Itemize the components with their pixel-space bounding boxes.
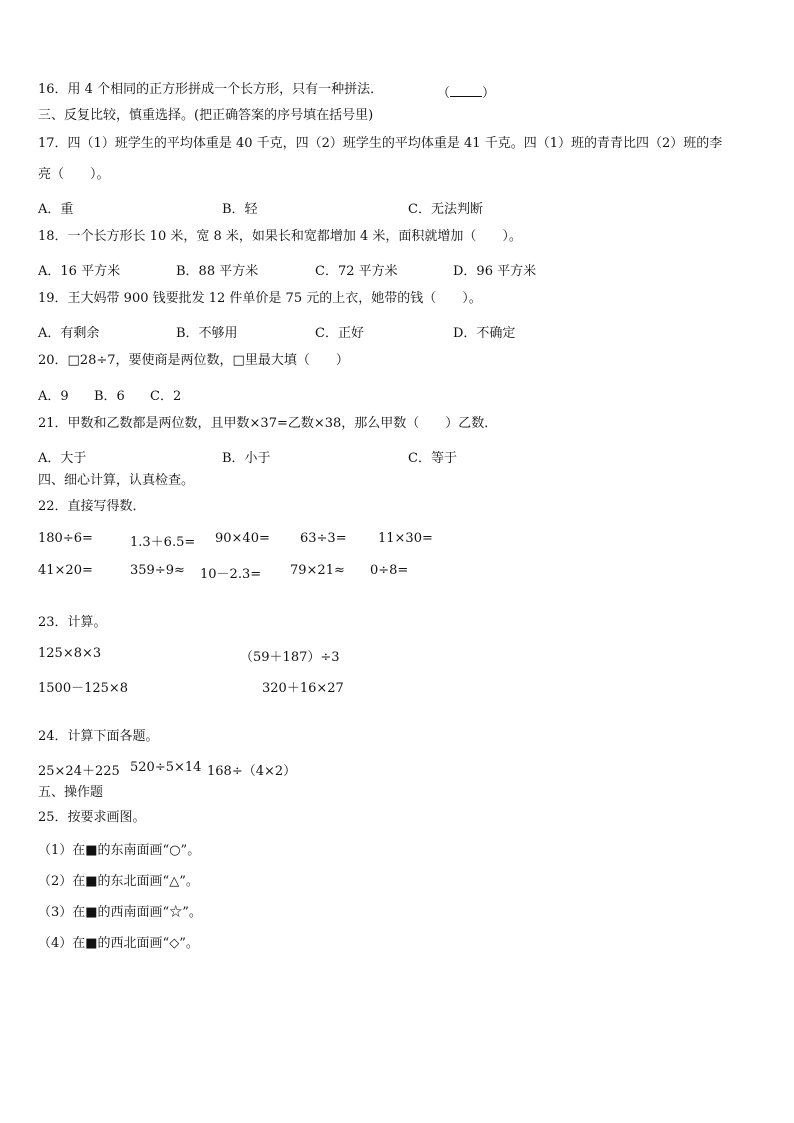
option-b[interactable]: B．不够用 [176, 326, 238, 341]
option-a[interactable]: A．大于 [38, 451, 87, 466]
option-b[interactable]: B．88 平方米 [176, 264, 259, 279]
question-18: 18．一个长方形长 10 米，宽 8 米，如果长和宽都增加 4 米，面积就增加（ ）。 [38, 229, 522, 244]
option-c[interactable]: C．72 平方米 [315, 264, 398, 279]
calc-item: （59＋187）÷3 [240, 650, 340, 665]
option-c[interactable]: C．无法判断 [408, 202, 483, 217]
question-22-title: 22．直接写得数． [38, 499, 146, 514]
calc-item: 520÷5×14 [130, 760, 202, 775]
calc-item: 90×40= [215, 531, 270, 546]
answer-bracket: （ ） [437, 86, 496, 101]
drawing-instruction: （4）在■的西北面画“◇”。 [38, 936, 199, 951]
drawing-instruction: （2）在■的东北面画“△”。 [38, 874, 199, 889]
calc-item: 320＋16×27 [262, 681, 344, 696]
question-25-title: 25．按要求画图。 [38, 810, 146, 825]
section-5-title: 五、操作题 [38, 785, 104, 800]
option-c[interactable]: C．等于 [408, 451, 457, 466]
question-19: 19．王大妈带 900 钱要批发 12 件单价是 75 元的上衣，她带的钱（ ）。 [38, 291, 482, 306]
option-d[interactable]: D．不确定 [453, 326, 516, 341]
option-a[interactable]: A．有剩余 [38, 326, 100, 341]
section-4-title: 四、细心计算，认真检查。 [38, 473, 195, 488]
question-17-line2: 亮（ ）。 [38, 167, 110, 182]
option-d[interactable]: D．96 平方米 [453, 264, 537, 279]
calc-item: 125×8×3 [38, 646, 102, 661]
option-c[interactable]: C．2 [150, 389, 182, 404]
option-c[interactable]: C．正好 [315, 326, 364, 341]
question-16 [38, 82, 383, 98]
calc-item: 1500－125×8 [38, 681, 129, 696]
drawing-instruction: （3）在■的西南面画“☆”。 [38, 905, 202, 920]
calc-item: 41×20= [38, 563, 93, 578]
question-17-line1: 17．四（1）班学生的平均体重是 40 千克，四（2）班学生的平均体重是 41 千克。四（1）班的青青比四（2）班的李 [38, 136, 723, 151]
calc-item: 25×24＋225 [38, 764, 120, 779]
question-20: 20．□28÷7，要使商是两位数，□里最大填（ ） [38, 353, 349, 368]
calc-item: 359÷9≈ [130, 563, 185, 578]
calc-item: 63÷3= [300, 531, 347, 546]
drawing-instruction: （1）在■的东南面画“○”。 [38, 843, 201, 858]
question-16-text: 16．用 4 个相同的正方形拼成一个长方形，只有一种拼法． [38, 82, 384, 97]
answer-blank[interactable] [450, 84, 482, 97]
calc-item: 79×21≈ [290, 563, 345, 578]
calc-item: 168÷（4×2） [207, 764, 297, 779]
calc-item: 180÷6= [38, 531, 93, 546]
option-a[interactable]: A．16 平方米 [38, 264, 121, 279]
question-21: 21．甲数和乙数都是两位数，且甲数×37=乙数×38，那么甲数（ ）乙数． [38, 416, 498, 431]
option-a[interactable]: A．重 [38, 202, 74, 217]
section-3-title: 三、反复比较，慎重选择。(把正确答案的序号填在括号里) [38, 108, 374, 123]
calc-item: 0÷8= [370, 563, 409, 578]
option-b[interactable]: B．小于 [222, 451, 271, 466]
option-b[interactable]: B．6 [94, 389, 125, 404]
calc-item: 10－2.3= [200, 567, 262, 582]
calc-item: 11×30= [378, 531, 433, 546]
option-b[interactable]: B．轻 [222, 202, 258, 217]
option-a[interactable]: A．9 [38, 389, 69, 404]
question-24-title: 24．计算下面各题。 [38, 729, 159, 744]
calc-item: 1.3＋6.5= [130, 535, 196, 550]
question-23-title: 23．计算。 [38, 615, 107, 630]
